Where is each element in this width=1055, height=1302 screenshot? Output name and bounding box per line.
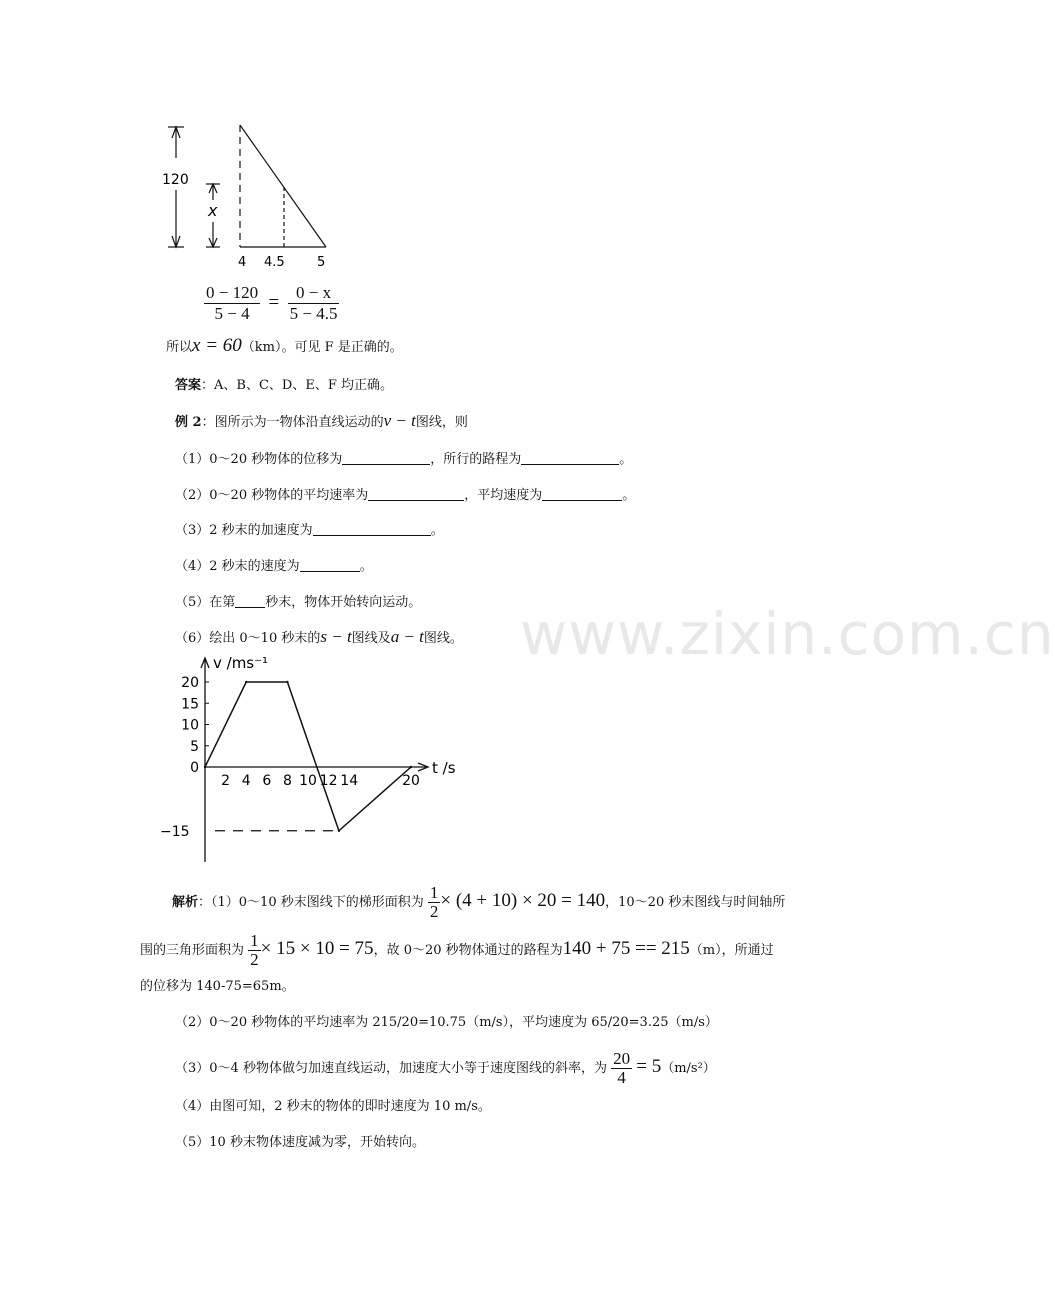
y-axis-label: v /ms⁻¹ — [213, 654, 269, 672]
x-tick-label: 4 — [241, 773, 251, 789]
y-tick-label: 5 — [190, 738, 199, 755]
answer-line: 答案：A、B、C、D、E、F 均正确。 — [175, 378, 393, 393]
data-point — [245, 681, 247, 683]
example-2-intro: 例 2：图所示为一物体沿直线运动的v − t图线，则 — [175, 411, 468, 430]
y-tick-label: 20 — [181, 675, 199, 691]
y-tick-label-neg: −15 — [160, 823, 190, 840]
question-6: （6）绘出 0～10 秒末的s − t图线及a − t图线。 — [175, 627, 463, 646]
watermark: www.zixin.com.cn — [520, 600, 1055, 668]
fig1-tick-5: 5 — [317, 255, 326, 270]
data-point — [286, 681, 288, 683]
x-tick-label: 2 — [221, 773, 231, 789]
x-tick-label: 8 — [282, 773, 292, 789]
triangle-figure — [160, 118, 350, 278]
x-tick-label: 6 — [262, 773, 272, 789]
solution-line-3: 的位移为 140-75=65m。 — [140, 979, 295, 994]
question-4: （4）2 秒末的速度为 。 — [175, 559, 373, 574]
x-tick-label: 20 — [402, 773, 420, 789]
solution-line-6: （4）由图可知，2 秒末的物体的即时速度为 10 m/s。 — [175, 1099, 491, 1114]
x-tick-label: 10 — [299, 773, 317, 789]
x-axis-label: t /s — [432, 759, 456, 777]
question-3: （3）2 秒末的加速度为 。 — [175, 523, 444, 538]
data-point — [338, 830, 340, 832]
vt-chart — [160, 650, 480, 870]
series-line — [205, 682, 411, 831]
y-tick-label: 0 — [190, 760, 199, 776]
result-line: 所以x = 60（km）。可见 F 是正确的。 — [166, 335, 403, 356]
question-2: （2）0～20 秒物体的平均速率为 ，平均速度为 。 — [175, 488, 636, 503]
solution-line-5: （3）0～4 秒物体做匀加速直线运动，加速度大小等于速度图线的斜率，为 $\frac{20}{4}$ = 5（m/s²） — [175, 1049, 716, 1087]
fig1-label-x: x — [208, 201, 218, 220]
solution-line-7: （5）10 秒末物体速度减为零，开始转向。 — [175, 1135, 425, 1150]
solution-line-4: （2）0～20 秒物体的平均速率为 215/20=10.75（m/s），平均速度为 65/20=3.25（m/s） — [175, 1015, 718, 1030]
fig1-tick-4: 4 — [238, 255, 247, 270]
x-tick-label: 12 — [319, 773, 338, 789]
fig1-label-120: 120 — [162, 172, 189, 188]
y-tick-label: 15 — [181, 696, 199, 713]
solution-line-1: 解析：（1）0～10 秒末图线下的梯形面积为 $\frac{1}{2}$ × (4 + 10) × 20 = 140，10～20 秒末图线与时间轴所 — [172, 883, 786, 921]
proportion-equation: $\frac{0 - 120}{5 - 4}$ = $\frac{0 - x}{5 - 4.5}$ — [206, 283, 338, 323]
x-tick-label: 14 — [340, 773, 359, 789]
data-point — [410, 766, 412, 768]
y-tick-label: 10 — [181, 717, 199, 734]
question-5: （5）在第 秒末，物体开始转向运动。 — [175, 595, 422, 610]
fig1-tick-4-5: 4.5 — [264, 255, 285, 270]
solution-line-2: 围的三角形面积为 $\frac{1}{2}$ × 15 × 10 = 75，故 0～20 秒物体通过的路程为140 + 75 == 215（m），所通过 — [140, 931, 774, 969]
question-1: （1）0～20 秒物体的位移为 ，所行的路程为 。 — [175, 452, 633, 467]
data-point — [204, 766, 206, 768]
